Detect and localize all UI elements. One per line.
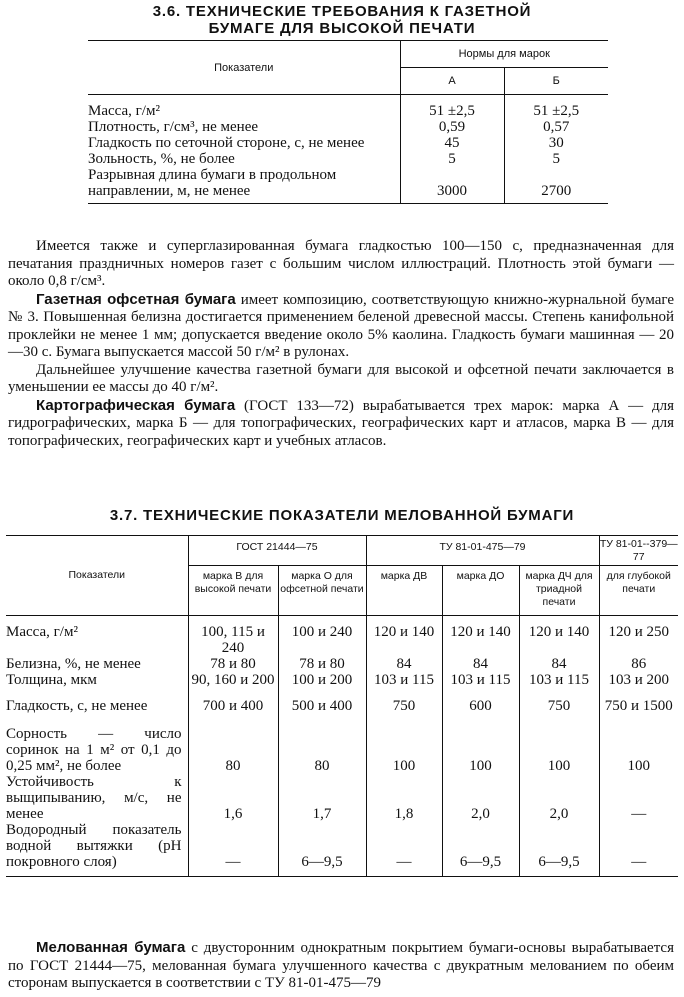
paragraph-text: имеет композицию, соответствующую книжно-журнальной бумаге № 3. Повышенная белизна достигается применением беленой древесной массы. Степень канифольной проклейки не менее 1 мм; допускается введение около 5% каолина. Гладкость бумаги машинная — 20—30 с. Бумага выпускается массой 50 г/м² в рулонах. (8, 291, 675, 360)
cell-value: 90, 160 и 200 (188, 672, 278, 698)
section-3-6-title-line1: 3.6. ТЕХНИЧЕСКИЕ ТРЕБОВАНИЯ К ГАЗЕТНОЙ (152, 3, 532, 20)
paragraph-text: с двусторонним однократным покрытием бумаги-основы вырабатывается по ГОСТ 21444—75, мелованная бумага улучшенного качества с двукратным мелованием по обеим сторонам выпускается в соответствии с ТУ 81-01-475—79 (8, 940, 674, 991)
header-grade-do: марка ДО (442, 566, 519, 616)
paragraph-improvement: Дальнейшее улучшение качества газетной бумаги для высокой и офсетной печати заключается в уменьшении ее массы до 40 г/м². (8, 361, 674, 395)
header-grade-a: А (400, 68, 504, 95)
header-grade-dv: марка ДВ (366, 566, 442, 616)
cell-value: 750 и 1500 (599, 698, 678, 726)
header-grade-o: марка О для офсетной печати (278, 566, 366, 616)
value-a: 45 (400, 135, 504, 151)
table-row (6, 822, 678, 877)
table-row (88, 135, 608, 151)
cell-value: 700 и 400 (188, 698, 278, 726)
cell-value: 1,8 (366, 774, 442, 822)
cell-value: 120 и 140 (366, 624, 442, 656)
table-row (6, 726, 678, 774)
cell-value: 120 и 140 (442, 624, 519, 656)
value-a: 5 (400, 151, 504, 167)
cell-value: 100 и 200 (278, 672, 366, 698)
cell-value: 2,0 (519, 774, 599, 822)
row-label: Масса, г/м² (6, 624, 78, 640)
term-offset-newsprint: Газетная офсетная бумага (36, 290, 236, 308)
cell-value: 103 и 115 (442, 672, 519, 698)
body-text-middle (8, 238, 674, 450)
value-b: 30 (504, 135, 608, 151)
table-coated-paper (6, 535, 678, 877)
paragraph-supercalendered: Имеется также и суперглазированная бумага гладкостью 100—150 с, предназначенная для печатания праздничных номеров газет с большим числом иллюстраций. Плотность этой бумаги — около 0,8 г/см³. (8, 238, 674, 289)
term-coated-paper: Мелованная бумага (36, 939, 186, 956)
cell-value: 6—9,5 (442, 822, 519, 877)
cell-value: 500 и 400 (278, 698, 366, 726)
header-tu-475: ТУ 81-01-475—79 (366, 536, 599, 566)
row-label: Масса, г/м² (88, 103, 160, 119)
term-cartographic-paper: Картографическая бумага (36, 396, 236, 414)
header-gravure: для глубокой печати (599, 566, 678, 616)
row-label: Водородный показатель водной вытяжки (pH покровного слоя) (6, 822, 182, 870)
table-row (88, 103, 608, 119)
paragraph-cartographic (8, 397, 674, 451)
cell-value: — (599, 774, 678, 822)
cell-value: 100 (599, 726, 678, 774)
header-grade-b: Б (504, 68, 608, 95)
cell-value: 103 и 115 (366, 672, 442, 698)
cell-value: 2,0 (442, 774, 519, 822)
cell-value: 78 и 80 (188, 656, 278, 672)
section-3-7-heading (0, 507, 684, 524)
cell-value: 120 и 140 (519, 624, 599, 656)
section-3-6-heading (0, 3, 684, 37)
cell-value: 86 (599, 656, 678, 672)
table-row (88, 119, 608, 135)
row-label: Белизна, %, не менее (6, 656, 141, 672)
cell-value: 750 (366, 698, 442, 726)
table-row (88, 167, 608, 204)
cell-value: 1,6 (188, 774, 278, 822)
row-label: Гладкость по сеточной стороне, с, не менее (88, 135, 365, 151)
row-label: Толщина, мкм (6, 672, 97, 688)
value-a: 3000 (400, 167, 504, 204)
header-indicator: Показатели (6, 536, 188, 616)
cell-value: 84 (366, 656, 442, 672)
table-row (6, 672, 678, 698)
cell-value: 6—9,5 (278, 822, 366, 877)
cell-value: 78 и 80 (278, 656, 366, 672)
value-a: 0,59 (400, 119, 504, 135)
paragraph-coated-paper (8, 939, 674, 993)
row-label: Плотность, г/см³, не менее (88, 119, 259, 135)
header-grade-dch: марка ДЧ для триадной печати (519, 566, 599, 616)
header-indicator: Показатели (88, 41, 400, 95)
cell-value: 80 (188, 726, 278, 774)
table-row (6, 698, 678, 726)
cell-value: 80 (278, 726, 366, 774)
section-3-7-title: 3.7. ТЕХНИЧЕСКИЕ ПОКАЗАТЕЛИ МЕЛОВАННОЙ БУМАГИ (109, 507, 575, 524)
cell-value: 103 и 200 (599, 672, 678, 698)
cell-value: — (366, 822, 442, 877)
header-norms: Нормы для марок (400, 41, 608, 68)
paragraph-text: (ГОСТ 133—72) вырабатывается трех марок: марка А — для гидрографических, марка Б — для топографических, географических карт и атласов, марка В — для топографических, географических карт и учебных атласов. (8, 397, 674, 449)
body-text-bottom (8, 939, 674, 993)
header-gost: ГОСТ 21444—75 (188, 536, 366, 566)
row-label: Сорность — число соринок на 1 м² от 0,1 до 0,25 мм², не более (6, 726, 182, 774)
cell-value: — (599, 822, 678, 877)
cell-value: 84 (519, 656, 599, 672)
cell-value: 120 и 250 (599, 624, 678, 656)
section-3-6-title-line2: БУМАГЕ ДЛЯ ВЫСОКОЙ ПЕЧАТИ (208, 20, 476, 37)
value-b: 2700 (504, 167, 608, 204)
row-label: Гладкость, с, не менее (6, 698, 148, 714)
cell-value: 100 и 240 (278, 624, 366, 656)
header-tu-379: ТУ 81-01--379—77 (599, 536, 678, 566)
cell-value: 1,7 (278, 774, 366, 822)
table-newsprint-requirements (88, 40, 608, 204)
table-row (88, 151, 608, 167)
cell-value: 100 (366, 726, 442, 774)
paragraph-offset-newsprint (8, 291, 674, 362)
value-b: 51 ±2,5 (504, 103, 608, 119)
cell-value: 750 (519, 698, 599, 726)
cell-value: 100 (442, 726, 519, 774)
table-row (6, 774, 678, 822)
row-label: Разрывная длина бумаги в продольном направлении, м, не менее (88, 167, 337, 199)
value-b: 5 (504, 151, 608, 167)
row-label: Зольность, %, не более (88, 151, 235, 167)
cell-value: 100, 115 и 240 (188, 624, 278, 656)
row-label: Устойчивость к выщипыванию, м/с, не менее (6, 774, 182, 822)
cell-value: 100 (519, 726, 599, 774)
cell-value: 6—9,5 (519, 822, 599, 877)
cell-value: 103 и 115 (519, 672, 599, 698)
cell-value: 84 (442, 656, 519, 672)
table-row (6, 624, 678, 656)
header-grade-v: марка В для высокой печати (188, 566, 278, 616)
value-a: 51 ±2,5 (400, 103, 504, 119)
cell-value: — (188, 822, 278, 877)
table-row (6, 656, 678, 672)
cell-value: 600 (442, 698, 519, 726)
value-b: 0,57 (504, 119, 608, 135)
